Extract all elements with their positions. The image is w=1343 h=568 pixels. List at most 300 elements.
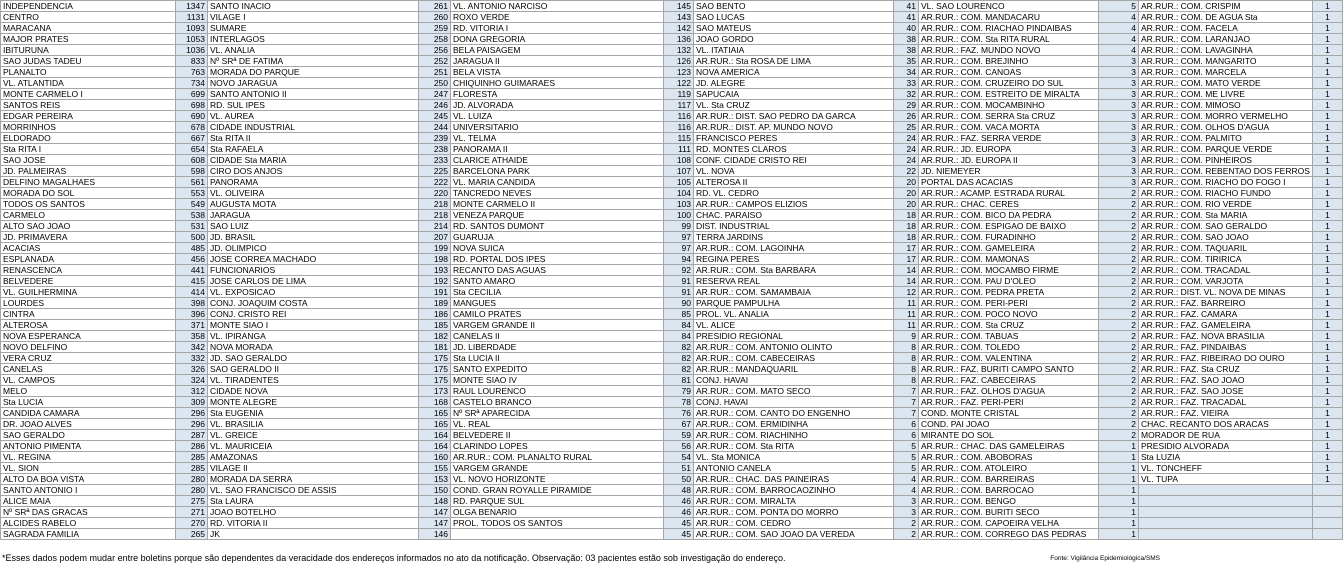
- case-count-cell: 1: [1313, 78, 1343, 89]
- neighborhood-name-cell: AR.RUR.: COM. OLHOS D'AGUA: [1139, 122, 1313, 133]
- case-count-cell: 115: [664, 133, 694, 144]
- neighborhood-name-cell: MONTE CARMELO I: [1, 89, 176, 100]
- neighborhood-name-cell: NOVA SUICA: [451, 243, 664, 254]
- case-count-cell: 164: [419, 441, 451, 452]
- neighborhood-name-cell: JOAO GORDO: [694, 34, 894, 45]
- footnote: *Esses dados podem mudar entre boletins porque são dependentes da veracidade dos endereços informados no ato da notificação. Observação: 03 pacientes estão sob investigação do endereço.: [2, 553, 786, 563]
- neighborhood-name-cell: AR.RUR.: COM. LAGOINHA: [694, 243, 894, 254]
- neighborhood-name-cell: VL. SAO LOURENCO: [919, 1, 1099, 12]
- neighborhood-name-cell: RECANTO DAS AGUAS: [451, 265, 664, 276]
- case-count-cell: 296: [176, 419, 208, 430]
- case-count-cell: 2: [1099, 386, 1139, 397]
- neighborhood-name-cell: JD. PALMEIRAS: [1, 166, 176, 177]
- case-count-cell: 285: [176, 463, 208, 474]
- case-count-cell: 50: [664, 474, 694, 485]
- neighborhood-name-cell: CIDADE INDUSTRIAL: [208, 122, 419, 133]
- case-count-cell: 1: [1099, 452, 1139, 463]
- neighborhood-name-cell: CIDADE NOVA: [208, 386, 419, 397]
- neighborhood-name-cell: AR.RUR.: COM. ERMIDINHA: [694, 419, 894, 430]
- case-count-cell: 1: [1313, 23, 1343, 34]
- neighborhood-name-cell: VL. ALICE: [694, 320, 894, 331]
- case-count-cell: 116: [664, 111, 694, 122]
- case-count-cell: 51: [664, 463, 694, 474]
- case-count-cell: 38: [894, 34, 919, 45]
- case-count-cell: 309: [176, 397, 208, 408]
- case-count-cell: 9: [894, 331, 919, 342]
- table-row: [1, 199, 1343, 210]
- neighborhood-name-cell: INDEPENDENCIA: [1, 1, 176, 12]
- table-row: [1, 441, 1343, 452]
- neighborhood-name-cell: TODOS OS SANTOS: [1, 199, 176, 210]
- case-count-cell: 3: [1099, 166, 1139, 177]
- case-count-cell: 239: [419, 133, 451, 144]
- case-count-cell: 2: [1099, 331, 1139, 342]
- case-count-cell: 8: [894, 375, 919, 386]
- case-count-cell: 1: [1313, 419, 1343, 430]
- table-row: [1, 265, 1343, 276]
- case-count-cell: 287: [176, 430, 208, 441]
- neighborhood-name-cell: BELVEDERE: [1, 276, 176, 287]
- neighborhood-name-cell: ALICE MAIA: [1, 496, 176, 507]
- neighborhood-name-cell: AR.RUR.: FAZ. MUNDO NOVO: [919, 45, 1099, 56]
- case-count-cell: 3: [894, 496, 919, 507]
- neighborhood-name-cell: RD. SANTOS DUMONT: [451, 221, 664, 232]
- neighborhood-name-cell: MAJOR PRATES: [1, 34, 176, 45]
- neighborhood-name-cell: AR.RUR.: FAZ. BURITI CAMPO SANTO: [919, 364, 1099, 375]
- neighborhood-name-cell: RAUL LOURENCO: [451, 386, 664, 397]
- neighborhood-name-cell: SAO JUDAS TADEU: [1, 56, 176, 67]
- neighborhood-name-cell: SANTO INACIO: [208, 1, 419, 12]
- neighborhood-name-cell: AR.RUR.: FAZ. CABECEIRAS: [919, 375, 1099, 386]
- case-count-cell: 259: [419, 23, 451, 34]
- case-count-cell: 2: [1099, 265, 1139, 276]
- case-count-cell: [1313, 507, 1343, 518]
- case-count-cell: 1: [1313, 375, 1343, 386]
- case-count-cell: 84: [664, 331, 694, 342]
- neighborhood-name-cell: AR.RUR.: COM. MANDACARU: [919, 12, 1099, 23]
- neighborhood-name-cell: PROL. TODOS OS SANTOS: [451, 518, 664, 529]
- case-count-cell: 59: [664, 430, 694, 441]
- case-count-cell: 56: [664, 441, 694, 452]
- footer: [0, 549, 1192, 568]
- case-count-cell: 371: [176, 320, 208, 331]
- neighborhood-name-cell: COND. GRAN ROYALLE PIRAMIDE: [451, 485, 664, 496]
- case-count-cell: 342: [176, 342, 208, 353]
- neighborhood-name-cell: VL. Sta MONICA: [694, 452, 894, 463]
- table-row: [1, 496, 1343, 507]
- neighborhood-name-cell: CLARICE ATHAIDE: [451, 155, 664, 166]
- neighborhood-name-cell: MARACANA: [1, 23, 176, 34]
- table-row: [1, 1, 1343, 12]
- neighborhood-name-cell: ELDORADO: [1, 133, 176, 144]
- case-count-cell: 1: [1313, 254, 1343, 265]
- neighborhood-name-cell: JOSE CARLOS DE LIMA: [208, 276, 419, 287]
- neighborhood-name-cell: VARGEM GRANDE II: [451, 320, 664, 331]
- neighborhood-name-cell: PANORAMA II: [451, 144, 664, 155]
- neighborhood-name-cell: AR.RUR.: COM. BREJINHO: [919, 56, 1099, 67]
- neighborhood-name-cell: AR.RUR.: COM. SAMAMBAIA: [694, 287, 894, 298]
- case-count-cell: 1: [1313, 287, 1343, 298]
- case-count-cell: 1: [1313, 177, 1343, 188]
- case-count-cell: 5: [894, 441, 919, 452]
- neighborhood-name-cell: AR.RUR.: COM. RIACHO FUNDO: [1139, 188, 1313, 199]
- neighborhood-name-cell: AR.RUR.: COM. MORRO VERMELHO: [1139, 111, 1313, 122]
- case-count-cell: 415: [176, 276, 208, 287]
- neighborhood-name-cell: Sta LUZIA: [1139, 452, 1313, 463]
- neighborhood-name-cell: ALCIDES RABELO: [1, 518, 176, 529]
- neighborhood-name-cell: NOVA AMERICA: [694, 67, 894, 78]
- case-count-cell: 34: [894, 67, 919, 78]
- neighborhood-name-cell: RESERVA REAL: [694, 276, 894, 287]
- case-count-cell: 165: [419, 408, 451, 419]
- neighborhood-name-cell: AR.RUR.: COM. CANOAS: [919, 67, 1099, 78]
- case-count-cell: 1: [1313, 331, 1343, 342]
- neighborhood-name-cell: NOVA ESPERANCA: [1, 331, 176, 342]
- neighborhood-name-cell: VL. SION: [1, 463, 176, 474]
- neighborhood-name-cell: AR.RUR.: COM. CABECEIRAS: [694, 353, 894, 364]
- table-row: [1, 100, 1343, 111]
- neighborhood-name-cell: VL. GUILHERMINA: [1, 287, 176, 298]
- case-count-cell: 1: [1313, 232, 1343, 243]
- case-count-cell: 108: [664, 155, 694, 166]
- neighborhood-name-cell: MONTE ALEGRE: [208, 397, 419, 408]
- case-count-cell: 414: [176, 287, 208, 298]
- case-count-cell: 538: [176, 210, 208, 221]
- case-count-cell: 150: [419, 485, 451, 496]
- neighborhood-name-cell: AR.RUR.: CAMPOS ELIZIOS: [694, 199, 894, 210]
- table-row: [1, 254, 1343, 265]
- case-count-cell: 2: [1099, 353, 1139, 364]
- neighborhood-name-cell: SAO LUCAS: [694, 12, 894, 23]
- case-count-cell: 3: [1099, 144, 1139, 155]
- table-row: [1, 386, 1343, 397]
- neighborhood-name-cell: RD. SUL IPES: [208, 100, 419, 111]
- case-count-cell: 699: [176, 89, 208, 100]
- case-count-cell: 7: [894, 397, 919, 408]
- case-count-cell: 173: [419, 386, 451, 397]
- case-count-cell: 1036: [176, 45, 208, 56]
- neighborhood-name-cell: ALTEROSA II: [694, 177, 894, 188]
- table-row: [1, 67, 1343, 78]
- neighborhood-name-cell: Sta RAFAELA: [208, 144, 419, 155]
- case-count-cell: 181: [419, 342, 451, 353]
- neighborhood-name-cell: AR.RUR.: FAZ. SERRA VERDE: [919, 133, 1099, 144]
- neighborhood-name-cell: VL. Sta CRUZ: [694, 100, 894, 111]
- case-count-cell: 5: [1099, 1, 1139, 12]
- neighborhood-name-cell: [1139, 518, 1313, 529]
- case-count-cell: 1: [1313, 474, 1343, 485]
- neighborhood-name-cell: VL. ANTONIO NARCISO: [451, 1, 664, 12]
- case-count-cell: 4: [894, 474, 919, 485]
- case-count-cell: 54: [664, 452, 694, 463]
- neighborhood-name-cell: CIDADE Sta MARIA: [208, 155, 419, 166]
- case-count-cell: [1313, 485, 1343, 496]
- neighborhood-name-cell: MORADA DA SERRA: [208, 474, 419, 485]
- case-count-cell: 7: [894, 408, 919, 419]
- table-row: [1, 188, 1343, 199]
- neighborhood-name-cell: JARAGUA: [208, 210, 419, 221]
- neighborhood-name-cell: AR.RUR.: FAZ. SAO JOAO: [1139, 375, 1313, 386]
- case-count-cell: 175: [419, 364, 451, 375]
- neighborhood-name-cell: AR.RUR.: COM. Sta MARIA: [1139, 210, 1313, 221]
- case-count-cell: 1: [1099, 496, 1139, 507]
- table-row: [1, 485, 1343, 496]
- case-count-cell: 222: [419, 177, 451, 188]
- case-count-cell: 244: [419, 122, 451, 133]
- case-count-cell: 91: [664, 276, 694, 287]
- case-count-cell: 1: [1313, 298, 1343, 309]
- table-row: [1, 243, 1343, 254]
- table-row: [1, 144, 1343, 155]
- case-count-cell: [1313, 529, 1343, 540]
- case-count-cell: 116: [664, 122, 694, 133]
- neighborhood-name-cell: [451, 529, 664, 540]
- case-count-cell: 667: [176, 133, 208, 144]
- case-count-cell: 20: [894, 177, 919, 188]
- neighborhood-name-cell: AR.RUR.: COM. TABUAS: [919, 331, 1099, 342]
- neighborhood-name-cell: MELO: [1, 386, 176, 397]
- neighborhood-name-cell: CLARINDO LOPES: [451, 441, 664, 452]
- neighborhood-name-cell: Nº SRª DAS GRACAS: [1, 507, 176, 518]
- case-count-cell: 1: [1313, 386, 1343, 397]
- neighborhood-name-cell: [1139, 507, 1313, 518]
- case-count-cell: 2: [1099, 375, 1139, 386]
- neighborhood-name-cell: VL. GREICE: [208, 430, 419, 441]
- table-row: [1, 507, 1343, 518]
- case-count-cell: 6: [894, 430, 919, 441]
- neighborhood-name-cell: AR.RUR.: FAZ. BARREIRO: [1139, 298, 1313, 309]
- neighborhood-name-cell: VL. EXPOSICAO: [208, 287, 419, 298]
- case-count-cell: 18: [894, 210, 919, 221]
- case-count-cell: 160: [419, 452, 451, 463]
- case-count-cell: 147: [419, 507, 451, 518]
- neighborhood-name-cell: AR.RUR.: COM. MANGARITO: [1139, 56, 1313, 67]
- neighborhood-name-cell: VL. IPIRANGA: [208, 331, 419, 342]
- case-count-cell: 214: [419, 221, 451, 232]
- neighborhood-name-cell: AR.RUR.: COM. CORREGO DAS PEDRAS: [919, 529, 1099, 540]
- neighborhood-name-cell: AR.RUR.: FAZ. NOVA BRASILIA: [1139, 331, 1313, 342]
- case-count-cell: 26: [894, 111, 919, 122]
- case-count-cell: 608: [176, 155, 208, 166]
- case-count-cell: 4: [1099, 34, 1139, 45]
- neighborhood-name-cell: VL. BRASILIA: [208, 419, 419, 430]
- table-row: [1, 364, 1343, 375]
- case-count-cell: 7: [894, 386, 919, 397]
- case-count-cell: 48: [664, 485, 694, 496]
- table-row: [1, 518, 1343, 529]
- neighborhood-name-cell: AR.RUR.: COM. PERI-PERI: [919, 298, 1099, 309]
- case-count-cell: 46: [664, 507, 694, 518]
- neighborhood-name-cell: DIST. INDUSTRIAL: [694, 221, 894, 232]
- neighborhood-name-cell: VL. AUREA: [208, 111, 419, 122]
- neighborhood-name-cell: AR.RUR.: FAZ. PINDAIBAS: [1139, 342, 1313, 353]
- case-count-cell: 100: [664, 210, 694, 221]
- neighborhood-name-cell: AR.RUR.: COM. CANTO DO ENGENHO: [694, 408, 894, 419]
- neighborhood-name-cell: AR.RUR.: COM. BARROCAOZINHO: [694, 485, 894, 496]
- case-count-cell: 91: [664, 287, 694, 298]
- case-count-cell: 45: [664, 518, 694, 529]
- case-count-cell: 1: [1313, 155, 1343, 166]
- case-count-cell: 265: [176, 529, 208, 540]
- case-count-cell: 2: [1099, 243, 1139, 254]
- case-count-cell: 1: [1099, 474, 1139, 485]
- neighborhood-name-cell: BELA VISTA: [451, 67, 664, 78]
- case-count-cell: 82: [664, 364, 694, 375]
- neighborhood-name-cell: MIRANTE DO SOL: [919, 430, 1099, 441]
- neighborhood-name-cell: MORADA DO PARQUE: [208, 67, 419, 78]
- neighborhood-name-cell: CONJ. HAVAI: [694, 375, 894, 386]
- case-count-cell: 485: [176, 243, 208, 254]
- neighborhood-name-cell: JD. NIEMEYER: [919, 166, 1099, 177]
- case-count-cell: 146: [419, 529, 451, 540]
- case-count-cell: 41: [894, 1, 919, 12]
- case-count-cell: 123: [664, 67, 694, 78]
- neighborhood-name-cell: AR.RUR.: COM. ESPIGAO DE BAIXO: [919, 221, 1099, 232]
- case-count-cell: 94: [664, 254, 694, 265]
- case-count-cell: 252: [419, 56, 451, 67]
- neighborhood-name-cell: CHAC. PARAISO: [694, 210, 894, 221]
- case-count-cell: 2: [1099, 276, 1139, 287]
- table-row: [1, 408, 1343, 419]
- table-row: [1, 353, 1343, 364]
- case-count-cell: 1: [1313, 56, 1343, 67]
- neighborhood-name-cell: JK: [208, 529, 419, 540]
- case-count-cell: 326: [176, 364, 208, 375]
- neighborhood-name-cell: AR.RUR.: COM. VALENTINA: [919, 353, 1099, 364]
- case-count-cell: 3: [1099, 133, 1139, 144]
- neighborhood-name-cell: AR.RUR.: COM. Sta CRUZ: [919, 320, 1099, 331]
- neighborhood-name-cell: [1139, 485, 1313, 496]
- table-body: [1, 1, 1343, 540]
- neighborhood-name-cell: RENASCENCA: [1, 265, 176, 276]
- neighborhood-name-cell: MANGUES: [451, 298, 664, 309]
- case-count-cell: 296: [176, 408, 208, 419]
- neighborhood-name-cell: AR.RUR.: COM. BICO DA PEDRA: [919, 210, 1099, 221]
- neighborhood-name-cell: AR.RUR.: COM. RIACHINHO: [694, 430, 894, 441]
- neighborhood-name-cell: VILAGE I: [208, 12, 419, 23]
- case-count-cell: 275: [176, 496, 208, 507]
- case-count-cell: 4: [1099, 45, 1139, 56]
- case-count-cell: 67: [664, 419, 694, 430]
- case-count-cell: 256: [419, 45, 451, 56]
- case-count-cell: 1: [1313, 452, 1343, 463]
- neighborhood-name-cell: AR.RUR.: FAZ. CAMARA: [1139, 309, 1313, 320]
- neighborhood-name-cell: AR.RUR.: COM. ANTONIO OLINTO: [694, 342, 894, 353]
- case-count-cell: 280: [176, 485, 208, 496]
- neighborhood-name-cell: Sta LUCIA: [1, 397, 176, 408]
- neighborhood-name-cell: ANTONIO CANELA: [694, 463, 894, 474]
- neighborhood-name-cell: COND. MONTE CRISTAL: [919, 408, 1099, 419]
- neighborhood-name-cell: AR.RUR.: COM. Sta BARBARA: [694, 265, 894, 276]
- neighborhood-name-cell: AR.RUR.: COM. RIO VERDE: [1139, 199, 1313, 210]
- neighborhood-name-cell: VL. ITATIAIA: [694, 45, 894, 56]
- neighborhood-name-cell: AR.RUR.: COM. Sta RITA RURAL: [919, 34, 1099, 45]
- neighborhood-name-cell: NOVO JARAGUA: [208, 78, 419, 89]
- case-count-cell: 251: [419, 67, 451, 78]
- neighborhood-name-cell: SANTO AMARO: [451, 276, 664, 287]
- case-count-cell: 441: [176, 265, 208, 276]
- neighborhood-name-cell: FRANCISCO PERES: [694, 133, 894, 144]
- neighborhood-name-cell: SAO MATEUS: [694, 23, 894, 34]
- neighborhood-name-cell: AR.RUR.: DIST. SAO PEDRO DA GARCA: [694, 111, 894, 122]
- neighborhood-name-cell: AR.RUR.: COM. PLANALTO RURAL: [451, 452, 664, 463]
- neighborhood-name-cell: AR.RUR.: Sta ROSA DE LIMA: [694, 56, 894, 67]
- neighborhood-name-cell: AR.RUR.: COM. MARCELA: [1139, 67, 1313, 78]
- case-count-cell: 3: [1099, 155, 1139, 166]
- neighborhood-name-cell: AR.RUR.: COM. FACELA: [1139, 23, 1313, 34]
- neighborhood-name-cell: AR.RUR.: DIST. VL. NOVA DE MINAS: [1139, 287, 1313, 298]
- neighborhood-name-cell: Nº SRª DE FATIMA: [208, 56, 419, 67]
- case-count-cell: 192: [419, 276, 451, 287]
- table-row: [1, 56, 1343, 67]
- case-count-cell: 148: [419, 496, 451, 507]
- case-count-cell: 1: [1313, 45, 1343, 56]
- neighborhood-name-cell: VL. CAMPOS: [1, 375, 176, 386]
- case-count-cell: 45: [664, 529, 694, 540]
- neighborhood-name-cell: AR.RUR.: COM. FURADINHO: [919, 232, 1099, 243]
- case-count-cell: 33: [894, 78, 919, 89]
- case-count-cell: 4: [1099, 23, 1139, 34]
- case-count-cell: 2: [1099, 210, 1139, 221]
- case-count-cell: 111: [664, 144, 694, 155]
- neighborhood-name-cell: AR.RUR.: COM. CAPOEIRA VELHA: [919, 518, 1099, 529]
- case-count-cell: 247: [419, 89, 451, 100]
- table-row: [1, 155, 1343, 166]
- case-count-cell: 132: [664, 45, 694, 56]
- neighborhood-name-cell: AR.RUR.: JD. EUROPA II: [919, 155, 1099, 166]
- case-count-cell: 553: [176, 188, 208, 199]
- neighborhood-name-cell: AUGUSTA MOTA: [208, 199, 419, 210]
- neighborhood-name-cell: AR.RUR.: FAZ. GAMELEIRA: [1139, 320, 1313, 331]
- neighborhood-name-cell: SAO LUIZ: [208, 221, 419, 232]
- case-count-cell: 280: [176, 474, 208, 485]
- neighborhood-name-cell: CARMELO: [1, 210, 176, 221]
- neighborhood-name-cell: MORADA DO SOL: [1, 188, 176, 199]
- neighborhood-name-cell: SANTO ANTONIO I: [1, 485, 176, 496]
- table-row: [1, 210, 1343, 221]
- case-count-cell: 1053: [176, 34, 208, 45]
- case-count-cell: 690: [176, 111, 208, 122]
- case-count-cell: 285: [176, 452, 208, 463]
- neighborhood-name-cell: JOSE CORREA MACHADO: [208, 254, 419, 265]
- case-count-cell: 2: [1099, 199, 1139, 210]
- case-count-cell: 126: [664, 56, 694, 67]
- case-count-cell: 14: [894, 265, 919, 276]
- case-count-cell: 107: [664, 166, 694, 177]
- neighborhood-name-cell: Sta LAURA: [208, 496, 419, 507]
- neighborhood-name-cell: JD. BRASIL: [208, 232, 419, 243]
- case-count-cell: 3: [1099, 67, 1139, 78]
- case-count-cell: 22: [894, 166, 919, 177]
- neighborhood-name-cell: DELFINO MAGALHAES: [1, 177, 176, 188]
- neighborhood-name-cell: AR.RUR.: ACAMP. ESTRADA RURAL: [919, 188, 1099, 199]
- case-count-cell: 117: [664, 100, 694, 111]
- neighborhood-name-cell: SUMARE: [208, 23, 419, 34]
- case-count-cell: 2: [1099, 287, 1139, 298]
- case-count-cell: 82: [664, 342, 694, 353]
- neighborhood-name-cell: AR.RUR.: COM. TAQUARIL: [1139, 243, 1313, 254]
- neighborhood-name-cell: AR.RUR.: COM. MIRALTA: [694, 496, 894, 507]
- case-count-cell: 225: [419, 166, 451, 177]
- case-count-cell: 654: [176, 144, 208, 155]
- neighborhood-name-cell: VL. NOVA: [694, 166, 894, 177]
- case-count-cell: 833: [176, 56, 208, 67]
- neighborhood-name-cell: AR.RUR.: CHAC. CERES: [919, 199, 1099, 210]
- neighborhood-name-cell: TERRA JARDINS: [694, 232, 894, 243]
- case-count-cell: 2: [1099, 188, 1139, 199]
- neighborhood-name-cell: AR.RUR.: COM. BURITI SECO: [919, 507, 1099, 518]
- table-row: [1, 276, 1343, 287]
